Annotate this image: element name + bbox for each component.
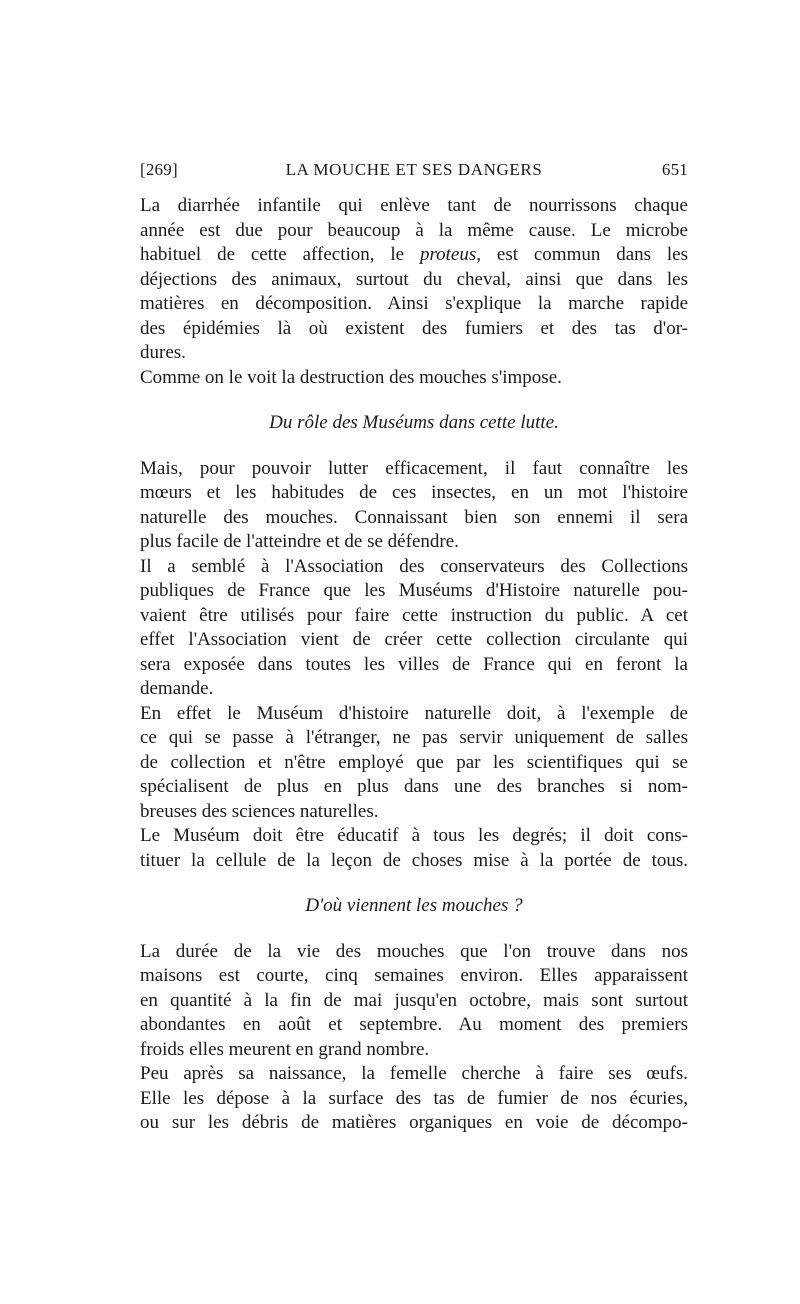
text-line: de collection et n'être employé que par les scientifiques qui se [140, 751, 688, 773]
text-line: publiques de France que les Muséums d'Histoire naturelle pou- [140, 580, 688, 601]
text-line [140, 243, 688, 268]
text-line: En effet le Muséum d'histoire naturelle doit, à l'exemple de [140, 702, 688, 724]
text-line: plus facile de l'atteindre et de se défendre. [140, 531, 459, 552]
text-line: effet l'Association vient de créer cette collection circulante qui [140, 629, 688, 650]
text-line: abondantes en août et septembre. Au moment des premiers [140, 1014, 688, 1035]
running-title: LA MOUCHE ET SES DANGERS [285, 160, 543, 179]
text-line: ou sur les débris de matières organiques en voie de décompo- [140, 1112, 688, 1133]
text-line: ce qui se passe à l'étranger, ne pas servir uniquement de salles [140, 727, 688, 748]
text-line: sera exposée dans toutes les villes de France qui en feront la [140, 653, 688, 675]
text-fragment: habituel de cette affection, le [140, 244, 420, 265]
text-line: déjections des animaux, surtout du cheval, ainsi que dans les [140, 268, 688, 290]
page-body [140, 194, 688, 1136]
text-line: dures. [140, 342, 186, 363]
text-line: année est due pour beaucoup à la même cause. Le microbe [140, 219, 688, 241]
text-line: tituer la cellule de la leçon de choses mise à la portée de tous. [140, 849, 688, 871]
section-heading-1: Du rôle des Muséums dans cette lutte. [269, 412, 559, 433]
text-line: demande. [140, 678, 214, 699]
text-line: maisons est courte, cinq semaines environ. Elles apparaissent [140, 965, 688, 986]
section-heading-2: D'où viennent les mouches ? [305, 895, 523, 916]
italic-term: proteus [419, 244, 477, 265]
text-line: vaient être utilisés pour faire cette instruction du public. A cet [140, 604, 688, 626]
running-head [140, 160, 688, 186]
spacer [140, 436, 688, 457]
spacer [140, 919, 688, 940]
paragraph-block-1 [140, 194, 688, 390]
text-line: Le Muséum doit être éducatif à tous les degrés; il doit cons- [140, 825, 688, 846]
text-line: en quantité à la fin de mai jusqu'en octobre, mais sont surtout [140, 989, 688, 1011]
text-line: froids elles meurent en grand nombre. [140, 1038, 430, 1060]
spacer [140, 873, 688, 894]
text-line: mœurs et les habitudes de ces insectes, en un mot l'histoire [140, 482, 688, 503]
paragraph-block-3 [140, 940, 688, 1136]
text-line: Elle les dépose à la surface des tas de fumier de nos écuries, [140, 1087, 688, 1109]
spacer [140, 390, 688, 411]
page-reference: [269] [140, 160, 178, 179]
text-line: spécialisent de plus en plus dans une des branches si nom- [140, 776, 688, 797]
book-page [140, 160, 688, 1136]
text-line: naturelle des mouches. Connaissant bien son ennemi il sera [140, 506, 688, 528]
text-line: La diarrhée infantile qui enlève tant de nourrissons chaque [140, 195, 688, 216]
text-line: matières en décomposition. Ainsi s'explique la marche rapide [140, 293, 688, 314]
text-line: des épidémies là où existent des fumiers et des tas d'or- [140, 317, 688, 339]
text-line: breuses des sciences naturelles. [140, 800, 379, 822]
text-line: Peu après sa naissance, la femelle cherche à faire ses œufs. [140, 1063, 688, 1084]
page-number: 651 [661, 160, 688, 179]
text-line: Mais, pour pouvoir lutter efficacement, il faut connaître les [140, 457, 688, 479]
text-line: La durée de la vie des mouches que l'on trouve dans nos [140, 940, 688, 962]
paragraph-block-2 [140, 457, 688, 874]
text-fragment: , est commun dans les [476, 244, 688, 265]
text-line: Comme on le voit la destruction des mouches s'impose. [140, 366, 562, 388]
text-line: Il a semblé à l'Association des conservateurs des Collections [140, 555, 688, 577]
